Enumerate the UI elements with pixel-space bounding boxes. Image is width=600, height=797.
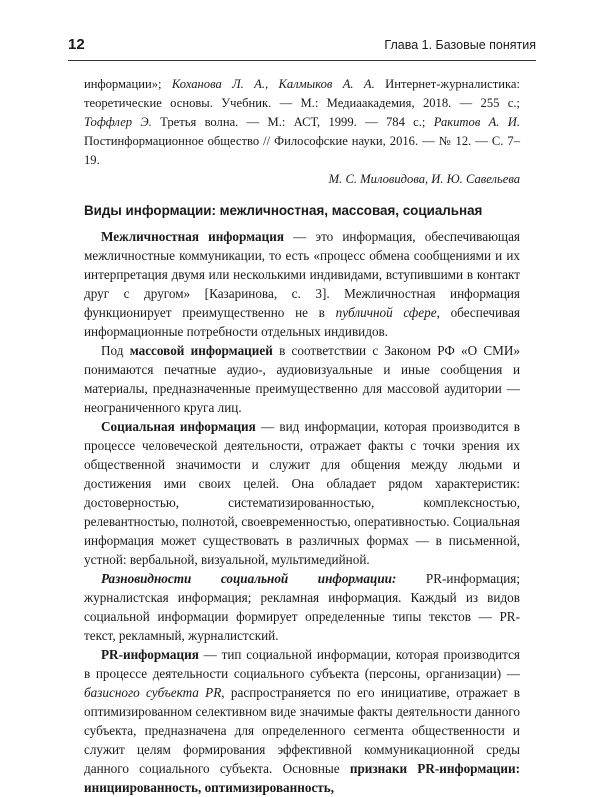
paragraph-social-types: Разновидности социальной информации: PR-информация; журналистская информация; рекламная информация. Каждый из видов социальной информации формирует определенные типы текстов — PR-текст, рекламный, журналистский.: [84, 571, 520, 643]
paragraph-interpersonal: Межличностная информация — это информация, обеспечивающая межличностные коммуникации, то есть «процесс обмена сообщениями и их интерпретация двумя или несколькими индивидами, вступившими в контакт друг с другом» [Казаринова, с. 3]. Межличностная информация функционирует преимущественно не в публичной сфере, обеспечивая информационные потребности отдельных индивидов.: [84, 229, 520, 339]
ref-author: Тоффлер Э.: [84, 115, 152, 129]
authors-signature: М. С. Миловидова, И. Ю. Савельева: [328, 172, 520, 186]
paragraph-pr: PR-информация — тип социальной информации, которая производится в процессе деятельности социального субъекта (персоны, организации) — базисного субъекта PR, распространяется по его инициативе, отражает в оптимизированном селективном виде значимые факты деятельности данного субъекта, предназначена для определенного сегмента общественности и служит целям формирования эффективной коммуникационной среды данного социального субъекта. Основные признаки PR-информации: инициированность, оптимизированность,: [84, 647, 520, 795]
references-paragraph: информации»; Коханова Л. А., Калмыков А. А. Интернет-журналистика: теоретические основы. Учебник. — М.: Медиаакадемия, 2018. — 255 с.; Тоффлер Э. Третья волна. — М.: АСТ, 1999. — 784 с.; Ракитов А. И. Постинформационное общество // Философские науки, 2016. — № 12. — С. 7–19.: [84, 77, 520, 167]
page-content: [84, 75, 520, 797]
page-header: [68, 34, 536, 61]
chapter-title: Глава 1. Базовые понятия: [384, 38, 536, 52]
paragraph-social: Социальная информация — вид информации, которая производится в процессе человеческой деятельности, отражает факты с точки зрения их общественной значимости и служит для общения между людьми и достижения ими своих целей. Она обладает рядом характеристик: достоверностью, систематизированностью, комплексностью, релевантностью, полнотой, своевременностью, оперативностью. Социальная информация может существовать в различных формах — в письменной, устной: вербальной, визуальной, мультимедийной.: [84, 419, 520, 567]
page-number: 12: [68, 36, 85, 53]
paragraph-mass: Под массовой информацией в соответствии с Законом РФ «О СМИ» понимаются печатные аудио-, аудиовизуальные и иные сообщения и материалы, предназначенные преимущественно для массовой аудитории — неограниченного круга лиц.: [84, 343, 520, 415]
ref-author: Ракитов А. И.: [433, 115, 520, 129]
ref-author: Коханова Л. А., Калмыков А. А.: [171, 77, 375, 91]
section-heading: Виды информации: межличностная, массовая, социальная: [84, 203, 483, 218]
